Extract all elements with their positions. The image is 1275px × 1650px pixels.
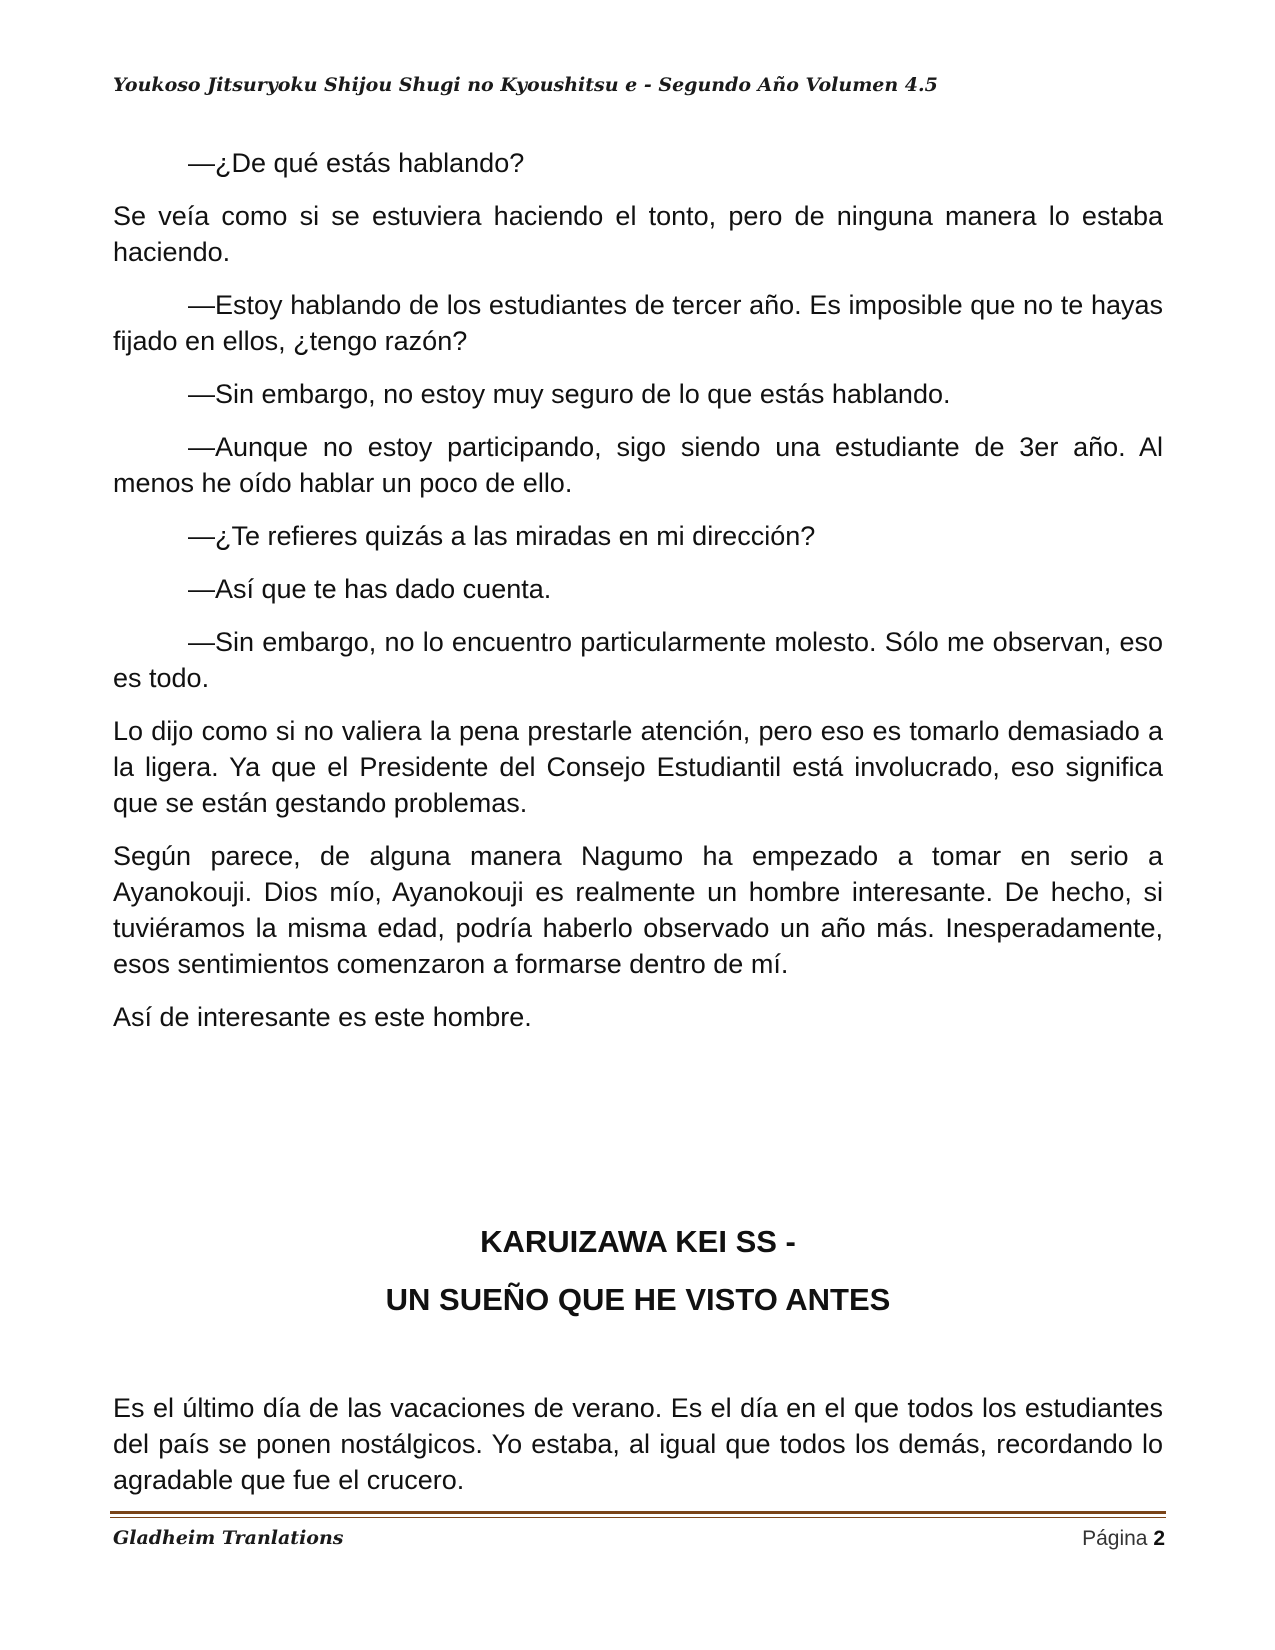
- dialogue-paragraph: —¿Te refieres quizás a las miradas en mi dirección?: [188, 521, 816, 551]
- footer-credit: Gladheim Tranlations: [113, 1527, 344, 1549]
- page-label: Página: [1082, 1527, 1148, 1550]
- section-title-line-1: KARUIZAWA KEI SS -: [480, 1224, 796, 1259]
- dialogue-paragraph: —Así que te has dado cuenta.: [188, 574, 552, 604]
- footer-divider-thin: [110, 1517, 1166, 1518]
- footer-divider: [110, 1511, 1166, 1514]
- body-text: [113, 145, 1163, 1052]
- page-number-value: 2: [1153, 1527, 1165, 1550]
- narration-paragraph: Así de interesante es este hombre.: [113, 1002, 532, 1032]
- narration-paragraph: Es el último día de las vacaciones de verano. Es el día en el que todos los estudiantes del país se ponen nostálgicos. Yo estaba, al igual que todos los demás, recordando lo agradable que fue el crucero.: [113, 1393, 1163, 1495]
- dialogue-paragraph: —¿De qué estás hablando?: [188, 148, 525, 178]
- narration-paragraph: Lo dijo como si no valiera la pena prestarle atención, pero eso es tomarlo demasiado a la ligera. Ya que el Presidente del Consejo Estudiantil está involucrado, eso significa que se están gestando problemas.: [113, 716, 1163, 818]
- dialogue-paragraph: —Sin embargo, no estoy muy seguro de lo que estás hablando.: [188, 379, 951, 409]
- section-body: [113, 1390, 1163, 1515]
- page-number: [1082, 1527, 1165, 1551]
- dialogue-paragraph: —Sin embargo, no lo encuentro particularmente molesto. Sólo me observan, eso es todo.: [113, 627, 1163, 693]
- dialogue-paragraph: —Estoy hablando de los estudiantes de tercer año. Es imposible que no te hayas fijado en ellos, ¿tengo razón?: [113, 290, 1163, 356]
- running-header: Youkoso Jitsuryoku Shijou Shugi no Kyoushitsu e - Segundo Año Volumen 4.5: [113, 74, 938, 96]
- narration-paragraph: Se veía como si se estuviera haciendo el tonto, pero de ninguna manera lo estaba haciendo.: [113, 201, 1163, 267]
- section-title-line-2: UN SUEÑO QUE HE VISTO ANTES: [385, 1282, 891, 1317]
- narration-paragraph: Según parece, de alguna manera Nagumo ha empezado a tomar en serio a Ayanokouji. Dios mío, Ayanokouji es realmente un hombre interesante. De hecho, si tuviéramos la misma edad, podría haberlo observado un año más. Inesperadamente, esos sentimientos comenzaron a formarse dentro de mí.: [113, 841, 1163, 979]
- dialogue-paragraph: —Aunque no estoy participando, sigo siendo una estudiante de 3er año. Al menos he oído hablar un poco de ello.: [113, 432, 1163, 498]
